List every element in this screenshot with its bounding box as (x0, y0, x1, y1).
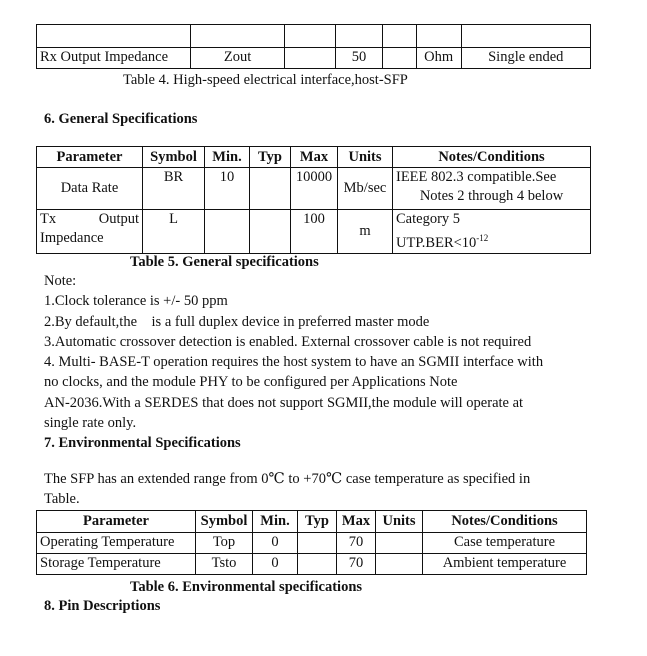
storage-temp-typ (298, 554, 337, 575)
table4-cell-parameter: Rx Output Impedance (37, 48, 191, 69)
section7-intro-line1: The SFP has an extended range from 0℃ to +70℃ case temperature as specified in (44, 471, 531, 487)
section6-heading: 6. General Specifications (44, 111, 198, 127)
table4-cell-symbol: Zout (191, 48, 284, 69)
tx-impedance-parameter-line2: Impedance (40, 230, 104, 246)
operating-temp-max: 70 (337, 533, 376, 554)
env-col-header-typ: Typ (298, 511, 337, 533)
table4-cell-notes: Single ended (461, 48, 590, 69)
col-header-typ: Typ (250, 147, 291, 168)
data-rate-max: 10000 (291, 168, 338, 210)
col-header-min: Min. (205, 147, 250, 168)
table5-caption: Table 5. General specifications (130, 254, 319, 270)
storage-temp-parameter: Storage Temperature (37, 554, 196, 575)
note-line-2: 2.By default,the is a full duplex device in preferred master mode (44, 313, 430, 330)
storage-temp-notes: Ambient temperature (423, 554, 587, 575)
data-rate-notes (393, 168, 591, 210)
operating-temp-min: 0 (253, 533, 298, 554)
environmental-spec-table (36, 510, 587, 575)
tx-impedance-min (205, 210, 250, 254)
note-line-5: no clocks, and the module PHY to be configured per Applications Note (44, 374, 458, 391)
storage-temp-max: 70 (337, 554, 376, 575)
note-line-3: 3.Automatic crossover detection is enabled. External crossover cable is not required (44, 333, 532, 350)
env-col-header-parameter: Parameter (37, 511, 196, 533)
data-rate-typ (250, 168, 291, 210)
table-row (37, 533, 587, 554)
tx-impedance-parameter-word1: Tx (40, 211, 57, 227)
table4-cell-units: Ohm (416, 48, 461, 69)
note-line-4: 4. Multi- BASE-T operation requires the host system to have an SGMII interface with (44, 354, 544, 371)
note-line-7: single rate only. (44, 415, 137, 432)
env-col-header-max: Max (337, 511, 376, 533)
tx-impedance-units: m (338, 210, 393, 254)
note-line-1: 1.Clock tolerance is +/- 50 ppm (44, 293, 228, 310)
col-header-parameter: Parameter (37, 147, 143, 168)
data-rate-parameter: Data Rate (37, 168, 143, 210)
env-col-header-notes: Notes/Conditions (423, 511, 587, 533)
storage-temp-symbol: Tsto (196, 554, 253, 575)
table4-caption: Table 4. High-speed electrical interface,host-SFP (123, 72, 408, 88)
col-header-symbol: Symbol (143, 147, 205, 168)
data-rate-notes-line1: IEEE 802.3 compatible.See (396, 169, 557, 185)
operating-temp-notes: Case temperature (423, 533, 587, 554)
tx-impedance-symbol: L (143, 210, 205, 254)
general-spec-table (36, 146, 591, 254)
notes-label: Note: (44, 273, 77, 289)
tx-impedance-typ (250, 210, 291, 254)
table6-caption: Table 6. Environmental specifications (130, 579, 363, 595)
data-rate-symbol: BR (143, 168, 205, 210)
tx-impedance-parameter-word2: Output (98, 211, 139, 227)
table4-cell-min (284, 48, 336, 69)
col-header-units: Units (338, 147, 393, 168)
tx-impedance-notes-exponent: -12 (476, 233, 489, 243)
env-col-header-min: Min. (253, 511, 298, 533)
tx-impedance-notes-ber: UTP.BER<10 (396, 234, 477, 251)
section8-heading: 8. Pin Descriptions (44, 598, 161, 614)
operating-temp-parameter: Operating Temperature (37, 533, 196, 554)
tx-impedance-notes-line2 (396, 229, 587, 253)
operating-temp-symbol: Top (196, 533, 253, 554)
col-header-max: Max (291, 147, 338, 168)
table4-cell-max (382, 48, 416, 69)
table4-cell-typ: 50 (336, 48, 382, 69)
table-row (37, 554, 587, 575)
env-col-header-units: Units (376, 511, 423, 533)
storage-temp-units (376, 554, 423, 575)
operating-temp-typ (298, 533, 337, 554)
data-rate-notes-line2: Notes 2 through 4 below (419, 188, 564, 204)
table4 (36, 24, 591, 69)
section7-intro-line2: Table. (44, 491, 80, 508)
section7-intro (44, 469, 634, 510)
tx-impedance-parameter (37, 210, 143, 254)
storage-temp-min: 0 (253, 554, 298, 575)
tx-impedance-notes-line1: Category 5 (396, 211, 461, 227)
note-line-6: AN-2036.With a SERDES that does not support SGMII,the module will operate at (44, 394, 524, 411)
col-header-notes: Notes/Conditions (393, 147, 591, 168)
tx-impedance-notes (393, 210, 591, 254)
notes-block (44, 271, 634, 433)
operating-temp-units (376, 533, 423, 554)
section7-heading: 7. Environmental Specifications (44, 435, 241, 451)
data-rate-units: Mb/sec (338, 168, 393, 210)
data-rate-min: 10 (205, 168, 250, 210)
tx-impedance-max: 100 (291, 210, 338, 254)
env-col-header-symbol: Symbol (196, 511, 253, 533)
table4-cell-blank (37, 25, 191, 48)
